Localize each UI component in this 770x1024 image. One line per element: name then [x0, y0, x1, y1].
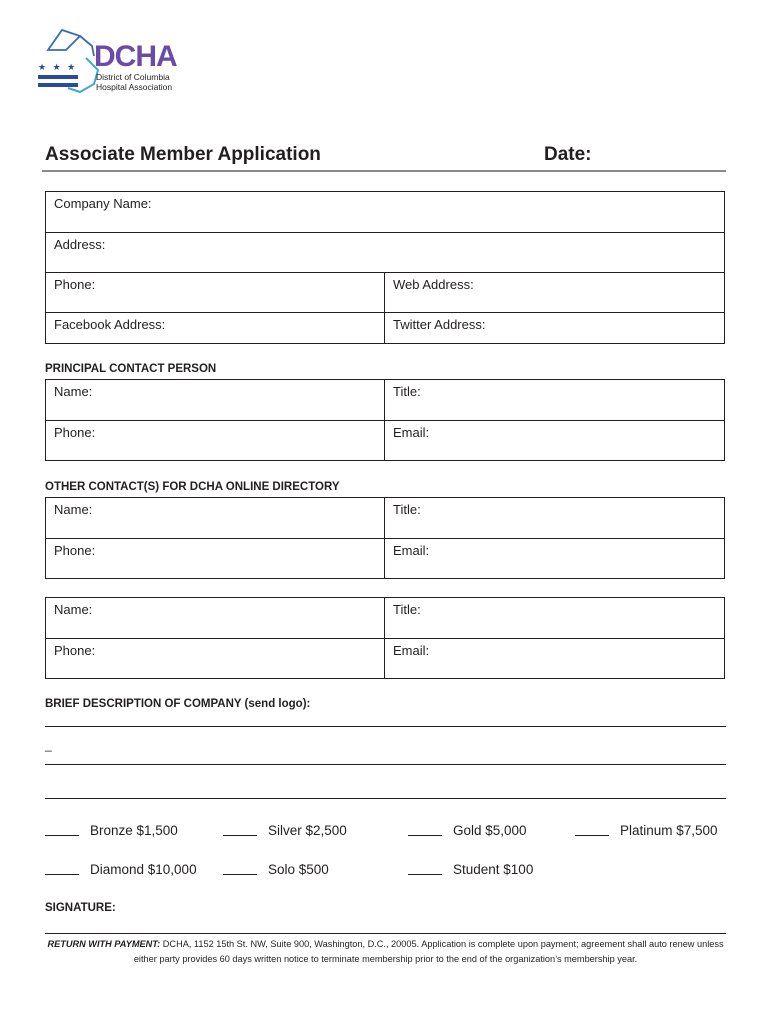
logo-line2: Hospital Association — [96, 82, 173, 92]
other1-email-field[interactable]: Email: — [384, 539, 724, 578]
other2-name-row — [46, 598, 724, 638]
header-divider — [42, 170, 726, 172]
footer-note — [45, 937, 726, 967]
checkbox-blank[interactable] — [408, 835, 442, 836]
principal-name-field[interactable]: Name: — [54, 384, 93, 399]
principal-table — [45, 379, 725, 461]
description-line-1[interactable] — [45, 726, 726, 727]
other1-name-row — [46, 498, 724, 538]
address-field[interactable]: Address: — [54, 237, 106, 252]
level-student[interactable]: Student $100 — [408, 862, 533, 877]
other2-phone-field[interactable]: Phone: — [54, 643, 96, 658]
facebook-field[interactable]: Facebook Address: — [54, 317, 166, 332]
signature-line[interactable] — [45, 933, 726, 934]
other2-title-field[interactable]: Title: — [384, 598, 724, 638]
other2-phone-row — [46, 638, 724, 678]
company-name-field[interactable]: Company Name: — [54, 196, 152, 211]
date-label: Date: — [544, 144, 592, 165]
logo-line1: District of Columbia — [96, 72, 170, 82]
company-table — [45, 191, 725, 344]
phone-web-row — [46, 272, 724, 312]
description-line-3[interactable] — [45, 798, 726, 799]
checkbox-blank[interactable] — [575, 835, 609, 836]
description-line-2[interactable] — [45, 764, 726, 765]
other1-phone-field[interactable]: Phone: — [54, 543, 96, 558]
logo-wordmark: DCHA — [94, 40, 177, 73]
checkbox-blank[interactable] — [223, 835, 257, 836]
page-title: Associate Member Application — [45, 144, 321, 165]
twitter-field[interactable]: Twitter Address: — [384, 313, 724, 343]
principal-name-row — [46, 380, 724, 420]
other2-name-field[interactable]: Name: — [54, 602, 93, 617]
company-phone-field[interactable]: Phone: — [54, 277, 96, 292]
description-heading: BRIEF DESCRIPTION OF COMPANY (send logo): — [45, 698, 311, 710]
footer-lead: RETURN WITH PAYMENT: — [47, 939, 161, 949]
other-contact-1-table — [45, 497, 725, 579]
principal-phone-field[interactable]: Phone: — [54, 425, 96, 440]
address-row — [46, 232, 724, 272]
checkbox-blank[interactable] — [223, 874, 257, 875]
other1-name-field[interactable]: Name: — [54, 502, 93, 517]
principal-title-field[interactable]: Title: — [384, 380, 724, 420]
other1-phone-row — [46, 538, 724, 578]
level-solo[interactable]: Solo $500 — [223, 862, 329, 877]
signature-label: SIGNATURE: — [45, 902, 116, 914]
level-silver[interactable]: Silver $2,500 — [223, 823, 347, 838]
level-platinum[interactable]: Platinum $7,500 — [575, 823, 718, 838]
other1-title-field[interactable]: Title: — [384, 498, 724, 538]
stars-icon: ★ ★ ★ — [38, 62, 78, 72]
dcha-logo — [36, 26, 186, 98]
level-bronze[interactable]: Bronze $1,500 — [45, 823, 178, 838]
checkbox-blank[interactable] — [45, 835, 79, 836]
web-address-field[interactable]: Web Address: — [384, 273, 724, 312]
other2-email-field[interactable]: Email: — [384, 639, 724, 678]
checkbox-blank[interactable] — [45, 874, 79, 875]
principal-email-field[interactable]: Email: — [384, 421, 724, 460]
social-row — [46, 312, 724, 343]
level-gold[interactable]: Gold $5,000 — [408, 823, 527, 838]
other-contact-2-table — [45, 597, 725, 679]
company-name-row — [46, 192, 724, 232]
level-diamond[interactable]: Diamond $10,000 — [45, 862, 197, 877]
checkbox-blank[interactable] — [408, 874, 442, 875]
other-contacts-heading: OTHER CONTACT(S) FOR DCHA ONLINE DIRECTORY — [45, 481, 340, 493]
description-dash: _ — [45, 738, 52, 752]
principal-phone-row — [46, 420, 724, 460]
principal-heading: PRINCIPAL CONTACT PERSON — [45, 363, 217, 375]
footer-text: DCHA, 1152 15th St. NW, Suite 900, Washington, D.C., 20005. Application is complete upon payment; agreement shall auto renew unless either party provides 60 days written notice to terminate membership prior to the end of the organization’s membership year. — [133, 939, 724, 964]
